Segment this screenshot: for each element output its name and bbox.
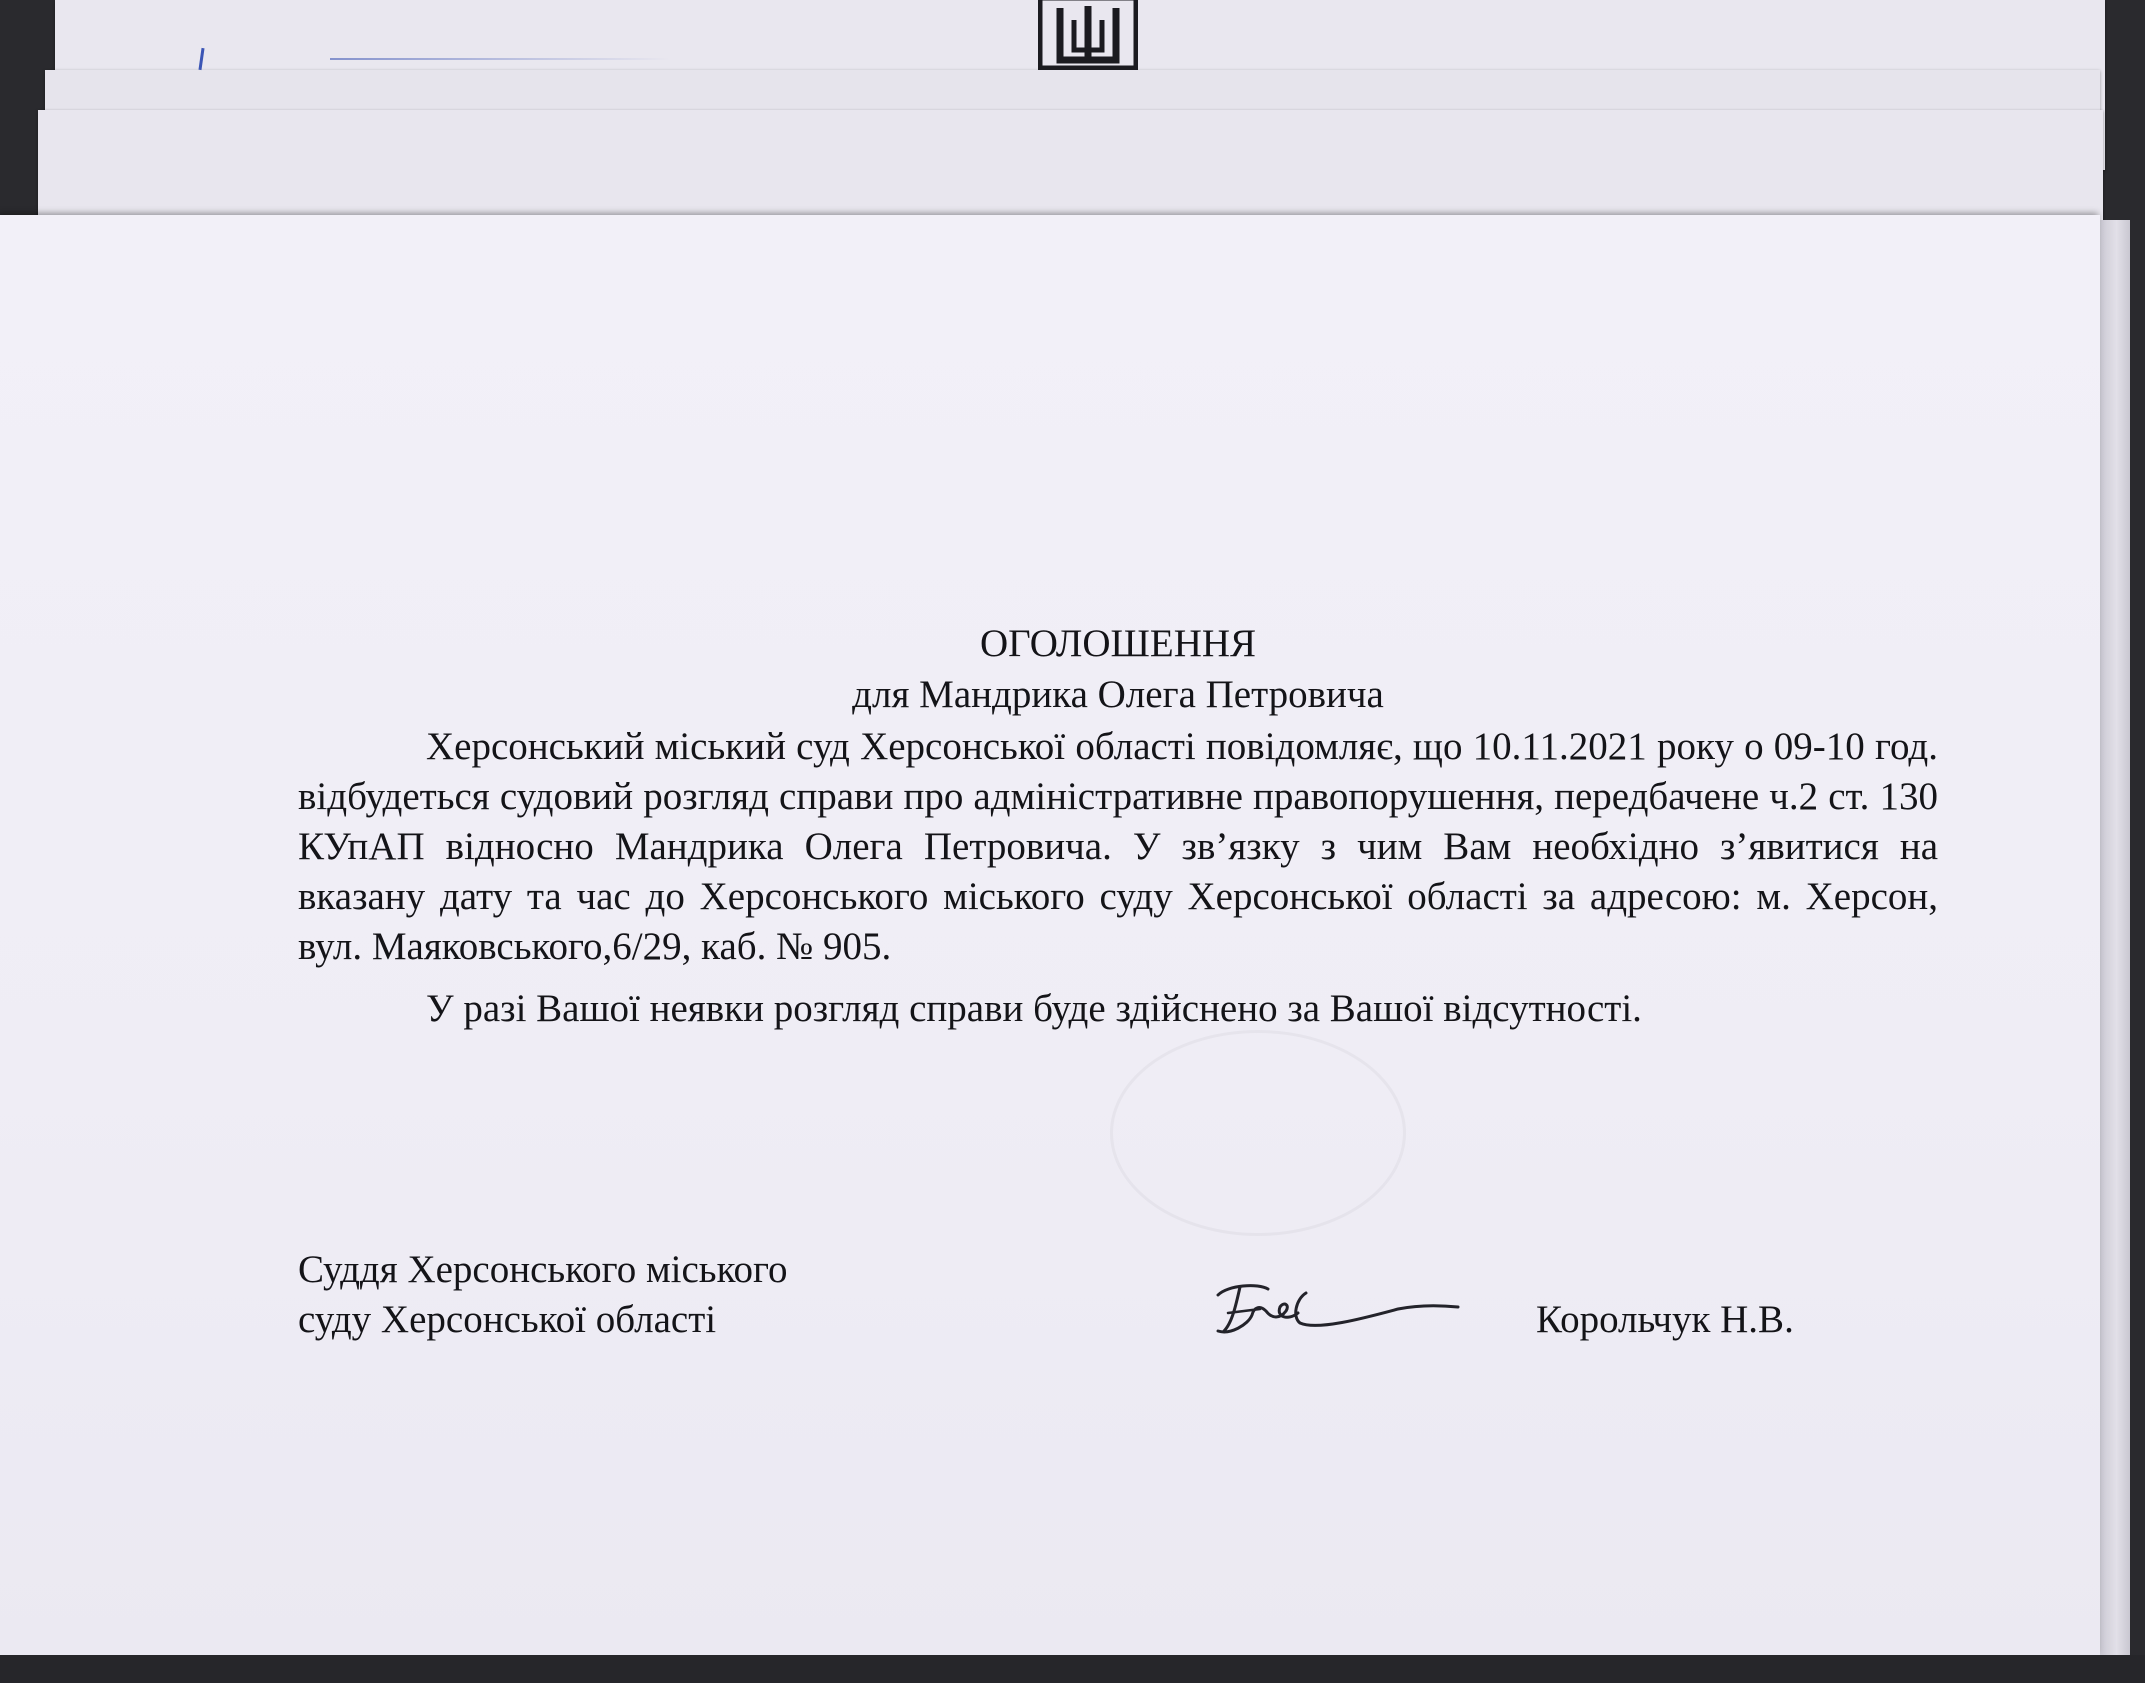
desk-surface	[0, 1655, 2145, 1683]
pen-line	[330, 58, 670, 60]
trident-emblem-icon	[1038, 0, 1138, 70]
bleed-through-seal	[1110, 1030, 1406, 1236]
judge-position-line1: Суддя Херсонського міського	[298, 1248, 788, 1291]
notice-addressee: для Мандрика Олега Петровича	[852, 673, 1384, 716]
notice-warning: У разі Вашої неявки розгляд справи буде здійснено за Вашої відсутності.	[426, 987, 1642, 1030]
signature-block	[298, 1245, 1938, 1355]
judge-name: Корольчук Н.В.	[1536, 1298, 1794, 1341]
judge-position	[298, 1245, 788, 1345]
judge-position-line2: суду Херсонської області	[298, 1298, 717, 1341]
notice-body: Херсонський міський суд Херсонської області повідомляє, що 10.11.2021 року о 09-10 год. відбудеться судовий розгляд справи про адміністративне правопорушення, передбачене ч.2 ст. 130 КУпАП відносно Мандрика Олега Петровича. У зв’язку з чим Вам необхідно з’явитися на вказану дату та час до Херсонського міського суду Херсонської області за адресою: м. Херсон, вул. Маяковського,6/29, каб. № 905.	[298, 725, 1938, 968]
notice-document	[298, 618, 1938, 1034]
notice-title: ОГОЛОШЕННЯ	[979, 622, 1257, 665]
handwritten-signature	[1188, 1265, 1508, 1345]
